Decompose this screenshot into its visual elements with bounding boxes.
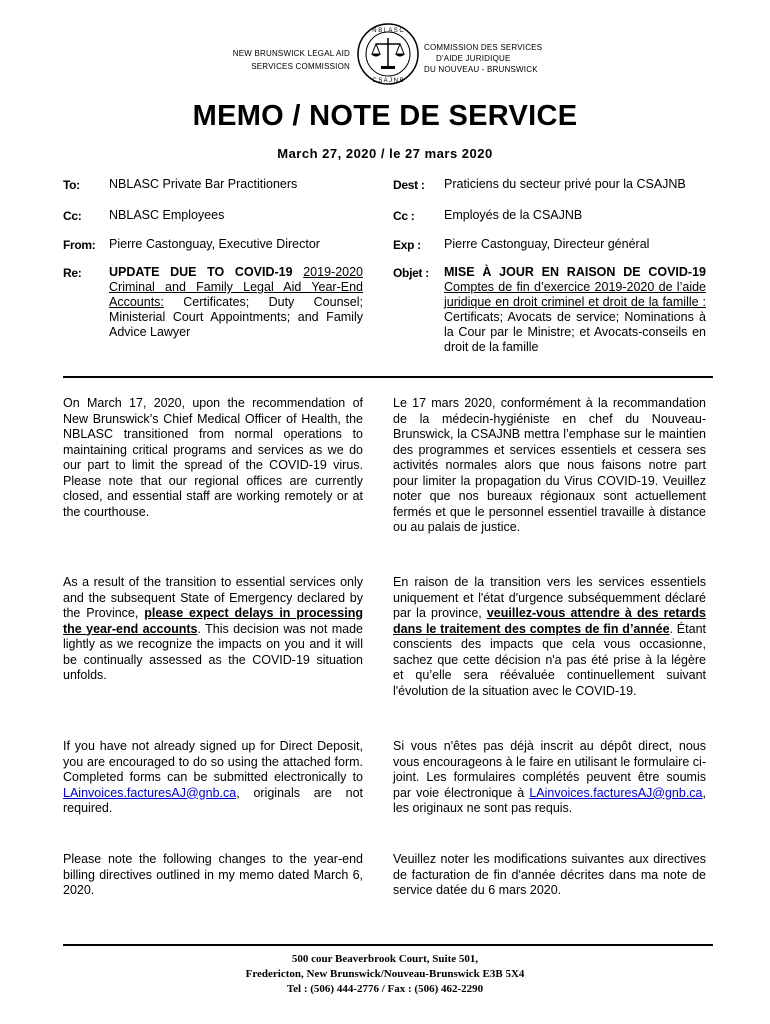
commission-seal-logo bbox=[356, 22, 420, 86]
re-subject bbox=[109, 265, 363, 340]
objet-subject bbox=[444, 265, 706, 355]
paragraph-2-english-emphasis: please expect delays in processing the year-end accounts bbox=[63, 606, 363, 636]
footer-address bbox=[0, 952, 770, 997]
cc-value: NBLASC Employees bbox=[109, 208, 225, 222]
re-subject-bold: UPDATE DUE TO COVID-19 bbox=[109, 265, 293, 279]
svg-text:N B L A S C: N B L A S C bbox=[372, 28, 404, 34]
email-link-french[interactable]: LAinvoices.facturesAJ@gnb.ca bbox=[529, 785, 703, 800]
paragraph-3-french-c: , les originaux ne sont pas requis. bbox=[393, 785, 706, 815]
paragraph-3-english-a: If you have not already signed up for Direct Deposit, you are encouraged to do so using the attached form. Completed forms can be submitted electronically to bbox=[63, 739, 363, 784]
footer-address-line2: Fredericton, New Brunswick/Nouveau-Brunswick E3B 5X4 bbox=[245, 968, 525, 980]
org-name-english-line2: SERVICES COMMISSION bbox=[251, 62, 350, 71]
paragraph-2-french-c: . Étant conscients des impacts que cela vous occasionne, sachez que cette décision n'a pas été prise à la légère et qu’elle sera réévaluée continuellement suivant l'évolution de la situation avec le COVID-19. bbox=[393, 621, 706, 698]
paragraph-2-french-a: En raison de la transition vers les services essentiels uniquement et l'état d'urgence subséquemment déclaré par la province, bbox=[393, 575, 706, 620]
exp-label: Exp : bbox=[393, 238, 421, 252]
header-divider bbox=[63, 376, 713, 378]
paragraph-2-french-emphasis: veuillez-vous attendre à des retards dans le traitement des comptes de fin d’année bbox=[393, 606, 706, 636]
paragraph-3-french-a: Si vous n'êtes pas déjà inscrit au dépôt direct, nous vous encourageons à le faire en utilisant le formulaire ci-joint. Les formulaires complétés peuvent être soumis par voie électronique à bbox=[393, 739, 706, 800]
paragraph-2-english-a: As a result of the transition to essential services only and the subsequent State of Emergency declared by the Province, bbox=[63, 575, 363, 620]
paragraph-4-french: Veuillez noter les modifications suivantes aux directives de facturation de fin d'année décrites dans ma note de service datée du 6 mars 2020. bbox=[393, 852, 706, 897]
memo-date: March 27, 2020 / le 27 mars 2020 bbox=[277, 146, 493, 161]
footer-divider bbox=[63, 944, 713, 946]
paragraph-2-english-c: . This decision was not made lightly as we recognize the impacts on you and it will be continually assessed as the COVID-19 situation unfolds. bbox=[63, 621, 363, 682]
paragraph-4-english: Please note the following changes to the year-end billing directives outlined in my memo dated March 6, 2020. bbox=[63, 852, 363, 897]
org-name-english bbox=[200, 47, 350, 73]
dest-label: Dest : bbox=[393, 178, 425, 192]
org-name-english-line1: NEW BRUNSWICK LEGAL AID bbox=[232, 49, 350, 58]
re-label: Re: bbox=[63, 266, 82, 280]
dest-value: Praticiens du secteur privé pour la CSAJNB bbox=[444, 177, 686, 191]
from-label: From: bbox=[63, 238, 96, 252]
exp-value: Pierre Castonguay, Directeur général bbox=[444, 237, 650, 251]
org-name-french-line1: COMMISSION DES SERVICES bbox=[424, 43, 543, 52]
email-link-english[interactable]: LAinvoices.facturesAJ@gnb.ca bbox=[63, 785, 237, 800]
objet-subject-underlined: Comptes de fin d’exercice 2019-2020 de l’aide juridique en droit criminel et droit de la famille : bbox=[444, 280, 706, 309]
paragraph-1-english: On March 17, 2020, upon the recommendation of New Brunswick’s Chief Medical Officer of Health, the NBLASC transitioned from normal operations to maintaining critical programs and services as we do our part to limit the spread of the COVID-19 virus. Please note that our regional offices are currently closed, and essential staff are working remotely or at the courthouse. bbox=[63, 396, 363, 519]
org-name-french-line2: D'AIDE JURIDIQUE bbox=[436, 54, 511, 63]
footer-contact-line: Tel : (506) 444-2776 / Fax : (506) 462-2290 bbox=[286, 983, 484, 995]
cc-fr-label: Cc : bbox=[393, 209, 415, 223]
re-subject-underlined: 2019-2020 Criminal and Family Legal Aid Year-End Accounts: bbox=[109, 265, 364, 309]
objet-subject-bold: MISE À JOUR EN RAISON DE COVID-19 bbox=[444, 265, 706, 279]
svg-text:C S A J N B: C S A J N B bbox=[372, 78, 404, 84]
paragraph-1-french: Le 17 mars 2020, conformément à la recommandation de la médecin-hygiéniste en chef du Nouveau-Brunswick, la CSAJNB mettra l’emphase sur le maintien des programmes et services essentiels et cessera ses activités normales alors que nous faisons notre part pour limiter la propagation du Virus COVID-19. Veuillez noter que nos bureaux régionaux sont actuellement fermés et que le personnel essentiel travaille à distance ou au palais de justice. bbox=[393, 396, 706, 534]
objet-subject-rest: Certificats; Avocats de service; Nominations à la Cour par le Ministre; et Avocats-conseils en droit de la famille bbox=[444, 310, 706, 354]
org-name-french-line3: DU NOUVEAU - BRUNSWICK bbox=[424, 65, 538, 74]
to-value: NBLASC Private Bar Practitioners bbox=[109, 177, 298, 191]
cc-label: Cc: bbox=[63, 209, 82, 223]
paragraph-3-french bbox=[393, 739, 706, 817]
paragraph-3-english bbox=[63, 739, 363, 817]
objet-label: Objet : bbox=[393, 266, 429, 280]
paragraph-2-french bbox=[393, 575, 706, 699]
paragraph-3-english-c: , originals are not required. bbox=[63, 785, 363, 815]
cc-fr-value: Employés de la CSAJNB bbox=[444, 208, 583, 222]
memo-title: MEMO / NOTE DE SERVICE bbox=[192, 100, 578, 132]
org-name-french bbox=[424, 42, 594, 75]
footer-address-line1: 500 cour Beaverbrook Court, Suite 501, bbox=[291, 953, 479, 965]
paragraph-2-english bbox=[63, 575, 363, 684]
to-label: To: bbox=[63, 178, 80, 192]
from-value: Pierre Castonguay, Executive Director bbox=[109, 237, 320, 251]
re-subject-rest: Certificates; Duty Counsel; Ministerial Court Appointments; and Family Advice Lawyer bbox=[109, 295, 363, 339]
